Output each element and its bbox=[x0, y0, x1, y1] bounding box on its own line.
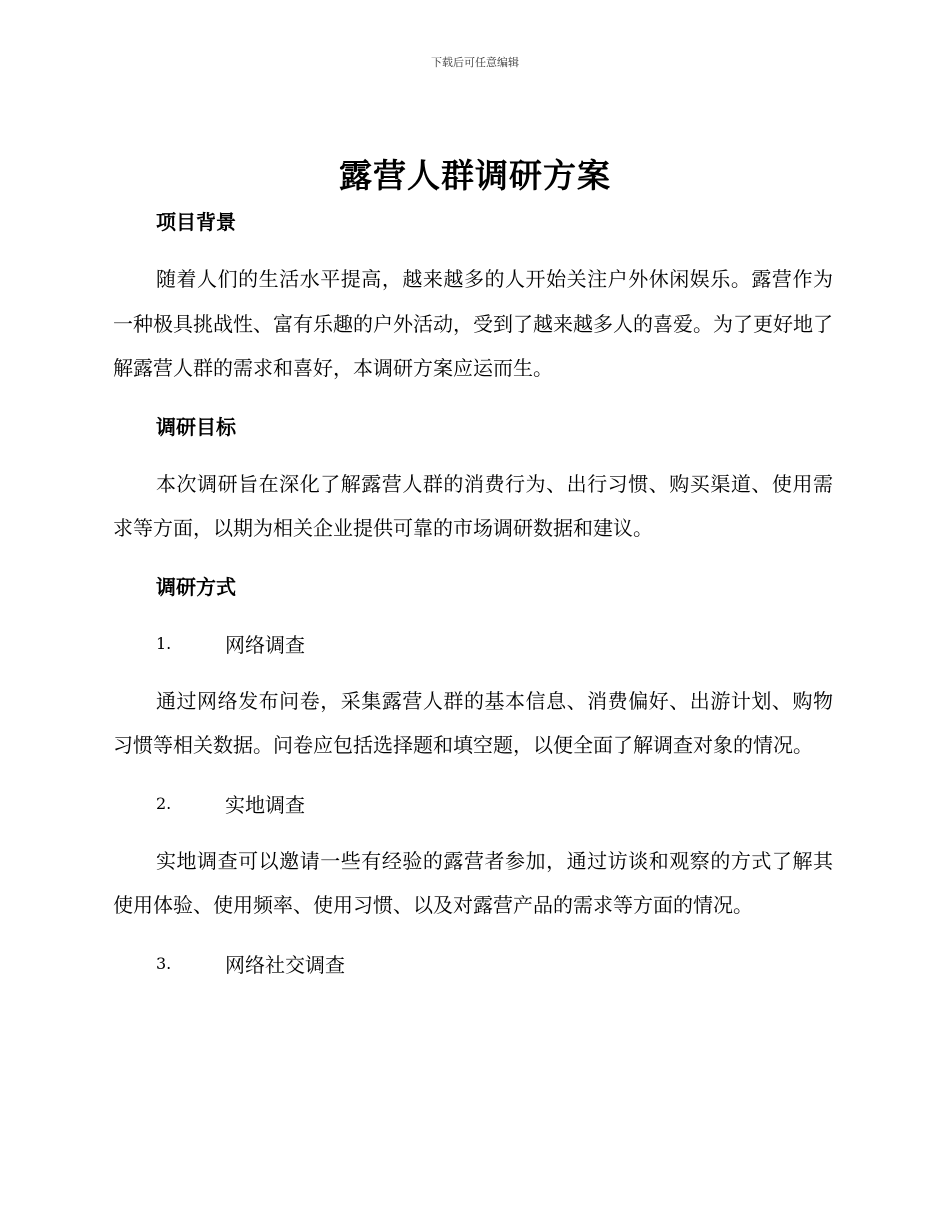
heading-method: 调研方式 bbox=[156, 574, 236, 599]
paragraph-goal: 本次调研旨在深化了解露营人群的消费行为、出行习惯、购买渠道、使用需求等方面，以期为相关企业提供可靠的市场调研数据和建议。 bbox=[113, 471, 833, 540]
list-item-2 bbox=[113, 782, 833, 826]
list-item-3 bbox=[113, 942, 833, 986]
list-label-1: 网络调查 bbox=[225, 633, 305, 657]
list-label-3: 网络社交调查 bbox=[225, 953, 345, 977]
heading-background: 项目背景 bbox=[156, 210, 236, 234]
list-number-1: 1. bbox=[156, 634, 172, 653]
heading-goal: 调研目标 bbox=[156, 414, 236, 439]
paragraph-background: 随着人们的生活水平提高，越来越多的人开始关注户外休闲娱乐。露营作为一种极具挑战性、富有乐趣的户外活动，受到了越来越多人的喜爱。为了更好地了解露营人群的需求和喜好，本调研方案应运而生。 bbox=[113, 267, 833, 380]
paragraph-method-1: 通过网络发布问卷，采集露营人群的基本信息、消费偏好、出游计划、购物习惯等相关数据。问卷应包括选择题和填空题，以便全面了解调查对象的情况。 bbox=[113, 688, 833, 757]
list-item-1 bbox=[113, 622, 833, 666]
paragraph-method-2: 实地调查可以邀请一些有经验的露营者参加，通过访谈和观察的方式了解其使用体验、使用频率、使用习惯、以及对露营产品的需求等方面的情况。 bbox=[113, 848, 833, 917]
list-label-2: 实地调查 bbox=[225, 793, 305, 817]
header-note: 下载后可任意编辑 bbox=[431, 56, 519, 69]
document-body bbox=[113, 200, 833, 986]
document-title: 露营人群调研方案 bbox=[339, 156, 611, 195]
list-number-2: 2. bbox=[156, 794, 172, 813]
list-number-3: 3. bbox=[156, 954, 172, 973]
